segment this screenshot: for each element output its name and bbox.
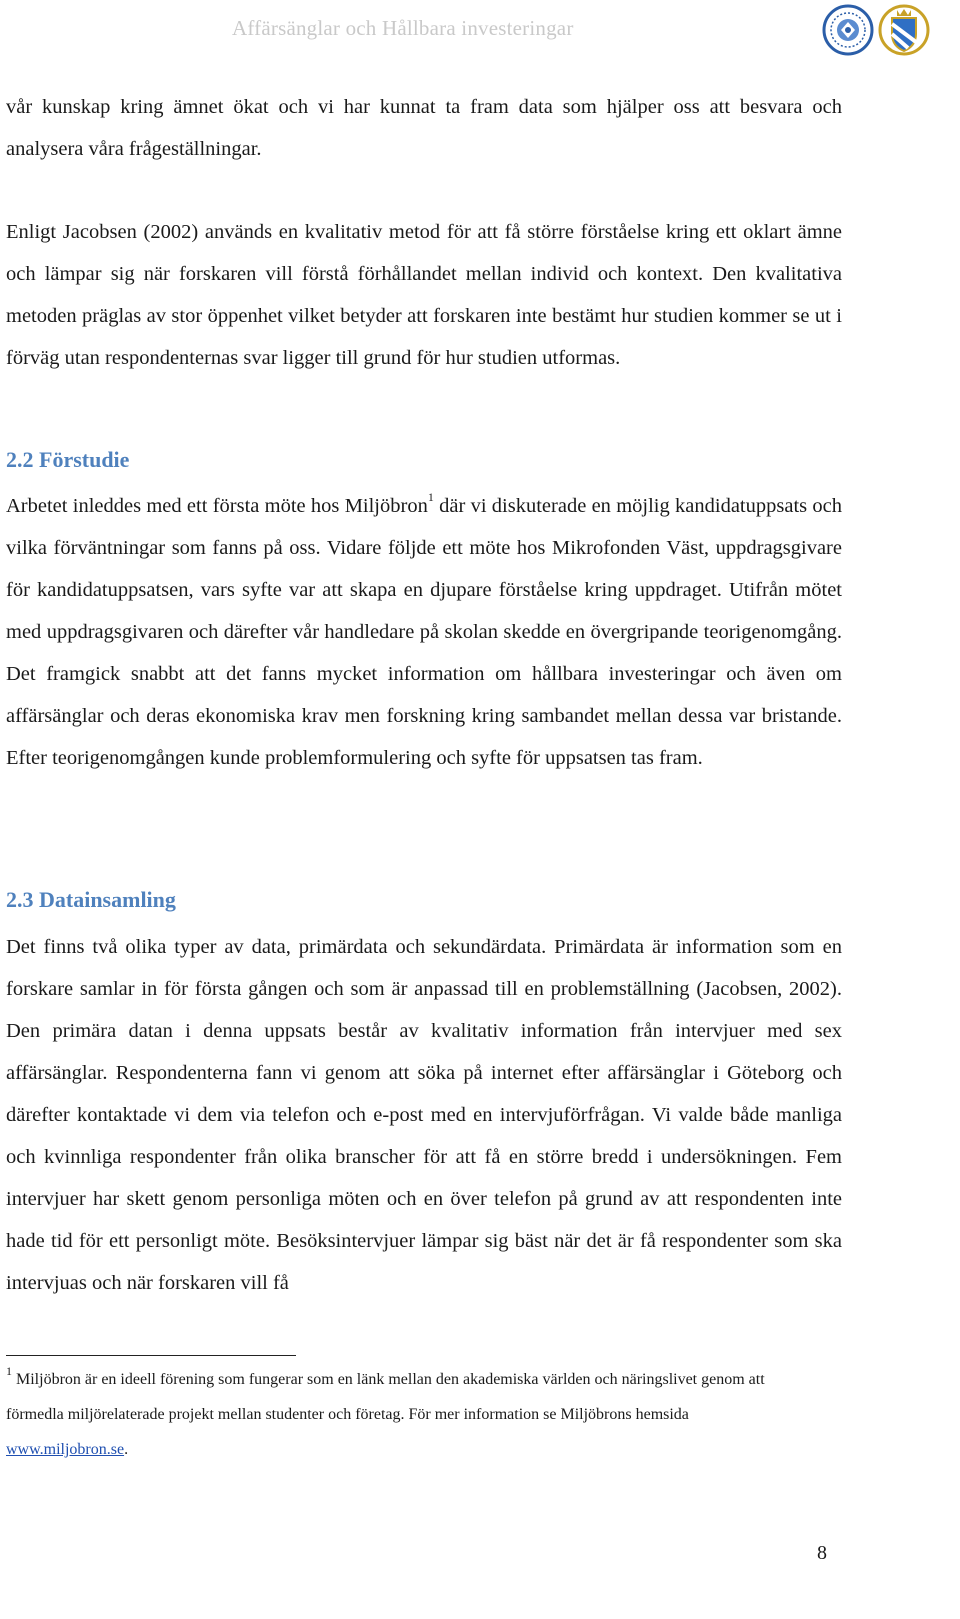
section-heading-forstudie: 2.2 Förstudie — [6, 447, 130, 472]
club-crest-icon — [878, 4, 930, 56]
paragraph-text: Arbetet inleddes med ett första möte hos Miljöbron — [6, 495, 428, 517]
paragraph-forstudie — [6, 485, 842, 779]
university-seal-icon — [822, 4, 874, 56]
paragraph-qualitative-method: Enligt Jacobsen (2002) används en kvalitativ metod för att få större förståelse kring ett oklart ämne och lämpar sig när forskaren vill förstå förhållandet mellan individ och kontext. Den kvalitativa metoden präglas av stor öppenhet vilket betyder att forskaren inte bestämt hur studien kommer se ut i förväg utan respondenternas svar ligger till grund för hur studien utformas. — [6, 221, 842, 369]
page-number: 8 — [817, 1542, 827, 1564]
header-title: Affärsänglar och Hållbara investeringar — [232, 16, 574, 40]
footnote — [6, 1362, 806, 1467]
paragraph-intro-continuation: vår kunskap kring ämnet ökat och vi har kunnat ta fram data som hjälper oss att besvara och analysera våra frågeställningar. — [6, 96, 842, 160]
paragraph-text: där vi diskuterade en möjlig kandidatuppsats och vilka förväntningar som fanns på oss. Vidare följde ett möte hos Mikrofonden Väst, uppdragsgivare för kandidatuppsatsen, vars syfte var att skapa en djupare förståelse kring uppdraget. Utifrån mötet med uppdragsgivaren och därefter vår handledare på skolan skedde en övergripande teorigenomgång. Det framgick snabbt att det fanns mycket information om hållbara investeringar och även om affärsänglar och deras ekonomiska krav men forskning kring sambandet mellan dessa var bristande. Efter teorigenomgången kunde problemformulering och syfte för uppsatsen tas fram. — [6, 495, 843, 769]
paragraph-datainsamling: Det finns två olika typer av data, primärdata och sekundärdata. Primärdata är information som en forskare samlar in för första gången och som är anpassad till en problemställning (Jacobsen, 2002). Den primära datan i denna uppsats består av kvalitativ information från intervjuer med sex affärsänglar. Respondenterna fann vi genom att söka på internet efter affärsänglar i Göteborg och därefter kontaktade vi dem via telefon och e-post med en intervjuförfrågan. Vi valde både manliga och kvinnliga respondenter från olika branscher för att få en större bredd i undersökningen. Fem intervjuer har skett genom personliga möten och en över telefon på grund av att respondenten inte hade tid för ett personligt möte. Besöksintervjuer lämpar sig bäst när det är få respondenter som ska intervjuas och när forskaren vill få — [6, 936, 842, 1294]
footnote-text: Miljöbron är en ideell förening som fungerar som en länk mellan den akademiska världen och näringslivet genom att förmedla miljörelaterade projekt mellan studenter och företag. För mer information se Miljöbrons hemsida — [6, 1371, 765, 1423]
footnote-number: 1 — [6, 1363, 12, 1378]
miljobron-link[interactable]: www.miljobron.se — [6, 1441, 125, 1458]
footnote-end: . — [124, 1441, 129, 1458]
section-heading-datainsamling: 2.3 Datainsamling — [6, 887, 176, 912]
footnote-reference[interactable]: 1 — [427, 490, 434, 505]
footnote-separator — [6, 1355, 296, 1356]
